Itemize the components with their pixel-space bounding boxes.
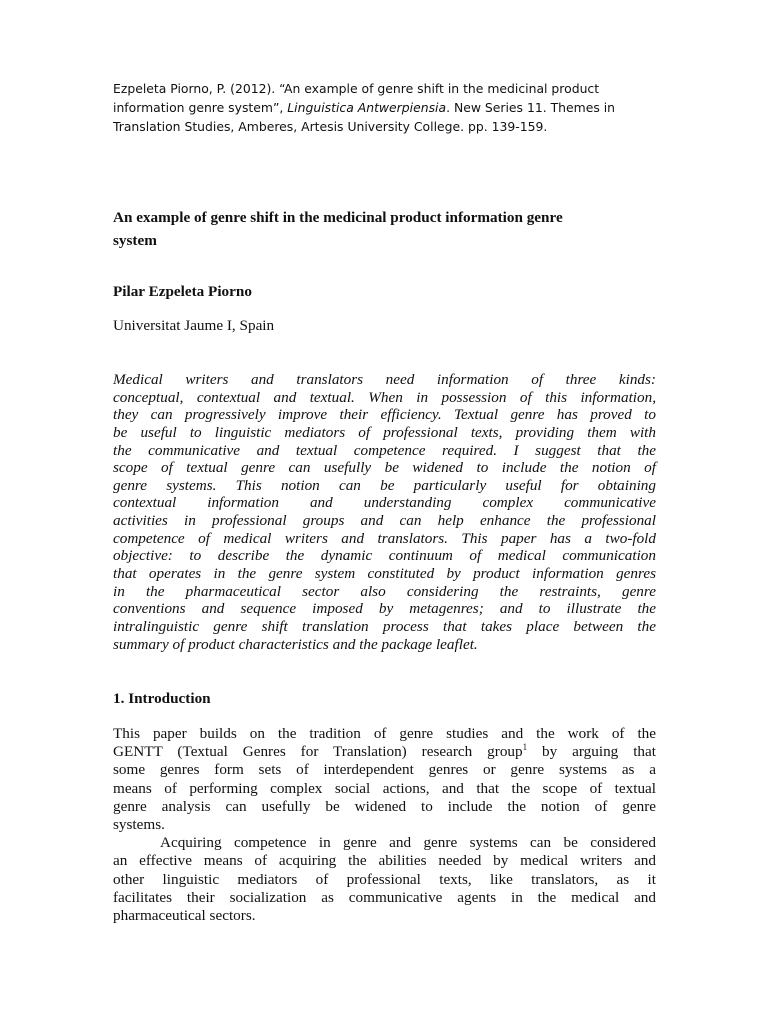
abstract-line: in the pharmaceutical sector also considering the restraints, genre	[113, 582, 656, 600]
citation-line	[113, 98, 653, 117]
body-line	[113, 743, 656, 761]
abstract-line: intralinguistic genre shift translation process that takes place between the	[113, 617, 656, 635]
body-line: systems.	[113, 815, 165, 833]
body-line: an effective means of acquiring the abilities needed by medical writers and	[113, 852, 656, 870]
journal-name: Linguistica Antwerpiensia	[287, 100, 447, 115]
abstract-line: summary of product characteristics and the package leaflet.	[113, 635, 478, 653]
abstract-line: genre systems. This notion can be particularly useful for obtaining	[113, 476, 656, 494]
citation-block	[113, 79, 653, 136]
footnote-marker[interactable]: 1	[522, 742, 528, 753]
body-line: other linguistic mediators of professional texts, like translators, as it	[113, 870, 656, 888]
citation-line: Ezpeleta Piorno, P. (2012). “An example of genre shift in the medicinal product	[113, 81, 600, 96]
abstract-line: competence of medical writers and translators. This paper has a two-fold	[113, 529, 656, 547]
citation-text: information genre system”,	[113, 100, 288, 115]
abstract-line: they can progressively improve their efficiency. Textual genre has proved to	[113, 406, 656, 424]
abstract-line: be useful to linguistic mediators of professional texts, providing them with	[113, 423, 656, 441]
introduction-text	[113, 725, 656, 925]
abstract-line: the communicative and textual competence required. I suggest that the	[113, 441, 656, 459]
affiliation: Universitat Jaume I, Spain	[113, 317, 275, 334]
citation-line: Translation Studies, Amberes, Artesis University College. pp. 139-159.	[113, 119, 548, 134]
abstract-line: activities in professional groups and can help enhance the professional	[113, 512, 656, 530]
body-line: Acquiring competence in genre and genre systems can be considered	[160, 834, 656, 852]
title-line: An example of genre shift in the medicinal product information genre	[113, 209, 563, 226]
body-line: genre analysis can usefully be widened to include the notion of genre	[113, 797, 656, 815]
body-text: by arguing that	[527, 743, 656, 761]
abstract-line: that operates in the genre system constituted by product information genres	[113, 565, 656, 583]
abstract-line: conventions and sequence imposed by metagenres; and to illustrate the	[113, 600, 656, 618]
abstract-line: Medical writers and translators need information of three kinds:	[113, 371, 656, 388]
author-name: Pilar Ezpeleta Piorno	[113, 283, 252, 300]
body-line: facilitates their socialization as communicative agents in the medical and	[113, 888, 656, 906]
title-line: system	[113, 232, 157, 249]
abstract-line: conceptual, contextual and textual. When in possession of this information,	[113, 388, 656, 406]
paper-title	[113, 206, 656, 252]
body-line: some genres form sets of interdependent genres or genre systems as a	[113, 761, 656, 779]
body-line: pharmaceutical sectors.	[113, 906, 256, 924]
abstract-line: scope of textual genre can usefully be widened to include the notion of	[113, 459, 656, 477]
abstract-line: objective: to describe the dynamic continuum of medical communication	[113, 547, 656, 565]
body-line: means of performing complex social actions, and that the scope of textual	[113, 779, 656, 797]
body-line: This paper builds on the tradition of genre studies and the work of the	[113, 725, 656, 742]
section-heading: 1. Introduction	[113, 690, 211, 707]
citation-text: . New Series 11. Themes in	[446, 100, 616, 115]
abstract-line: contextual information and understanding complex communicative	[113, 494, 656, 512]
abstract	[113, 371, 656, 653]
body-text: GENTT (Textual Genres for Translation) research group	[113, 743, 523, 761]
